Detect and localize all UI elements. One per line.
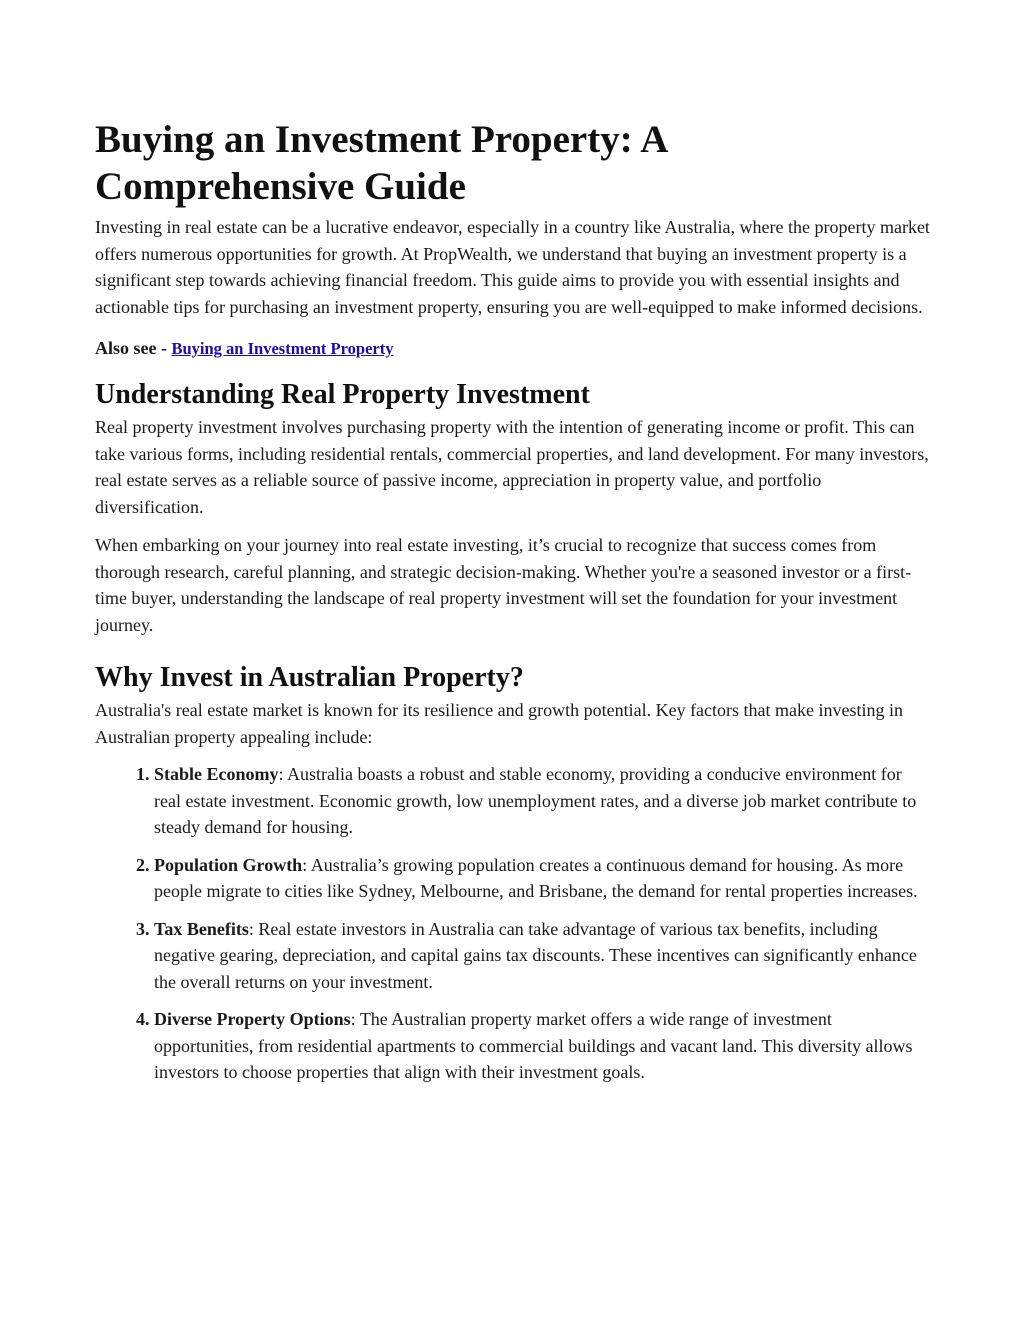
section-heading-understanding: Understanding Real Property Investment (95, 379, 590, 410)
list-item-term: Stable Economy (154, 764, 279, 784)
factors-list (95, 761, 930, 1086)
list-item-text: : Real estate investors in Australia can take advantage of various tax benefits, including negative gearing, depreciation, and capital gains tax discounts. These incentives can significantly enhance the overall returns on your investment. (154, 918, 917, 992)
also-see-line (95, 335, 930, 362)
list-item (154, 852, 930, 905)
list-item (154, 761, 930, 841)
section-heading-why-invest: Why Invest in Australian Property? (95, 662, 524, 693)
list-item-text: : Australia’s growing population creates a continuous demand for housing. As more people migrate to cities like Sydney, Melbourne, and Brisbane, the demand for rental properties increases. (154, 854, 918, 901)
also-see-prefix: Also see - (95, 338, 172, 358)
list-item (154, 916, 930, 996)
section-paragraph: When embarking on your journey into real estate investing, it’s crucial to recognize that success comes from thorough research, careful planning, and strategic decision-making. Whether you're a seasoned investor or a first-time buyer, understanding the landscape of real property investment will set the foundation for your investment journey. (95, 535, 912, 635)
list-item-text: : Australia boasts a robust and stable economy, providing a conducive environment for real estate investment. Economic growth, low unemployment rates, and a diverse job market contribute to steady demand for housing. (154, 764, 917, 837)
also-see-link[interactable]: Buying an Investment Property (171, 339, 394, 358)
list-item-term: Tax Benefits (154, 918, 249, 939)
section-paragraph: Australia's real estate market is known for its resilience and growth potential. Key factors that make investing in Australian property appealing include: (95, 700, 904, 747)
list-item (154, 1006, 930, 1086)
section-paragraph: Real property investment involves purchasing property with the intention of generating income or profit. This can take various forms, including residential rentals, commercial properties, and land development. For many investors, real estate serves as a reliable source of passive income, appreciation in property value, and portfolio diversification. (95, 417, 929, 517)
intro-paragraph: Investing in real estate can be a lucrative endeavor, especially in a country like Australia, where the property market offers numerous opportunities for growth. At PropWealth, we understand that buying an investment property is a significant step towards achieving financial freedom. This guide aims to provide you with essential insights and actionable tips for purchasing an investment property, ensuring you are well-equipped to make informed decisions. (95, 217, 930, 317)
document-page (95, 116, 930, 1097)
list-item-text: : The Australian property market offers a wide range of investment opportunities, from residential apartments to commercial buildings and vacant land. This diversity allows investors to choose properties that align with their investment goals. (154, 1009, 913, 1082)
list-item-term: Diverse Property Options (154, 1009, 351, 1029)
page-title: Buying an Investment Property: A Comprehensive Guide (95, 118, 667, 208)
list-item-term: Population Growth (154, 854, 303, 875)
